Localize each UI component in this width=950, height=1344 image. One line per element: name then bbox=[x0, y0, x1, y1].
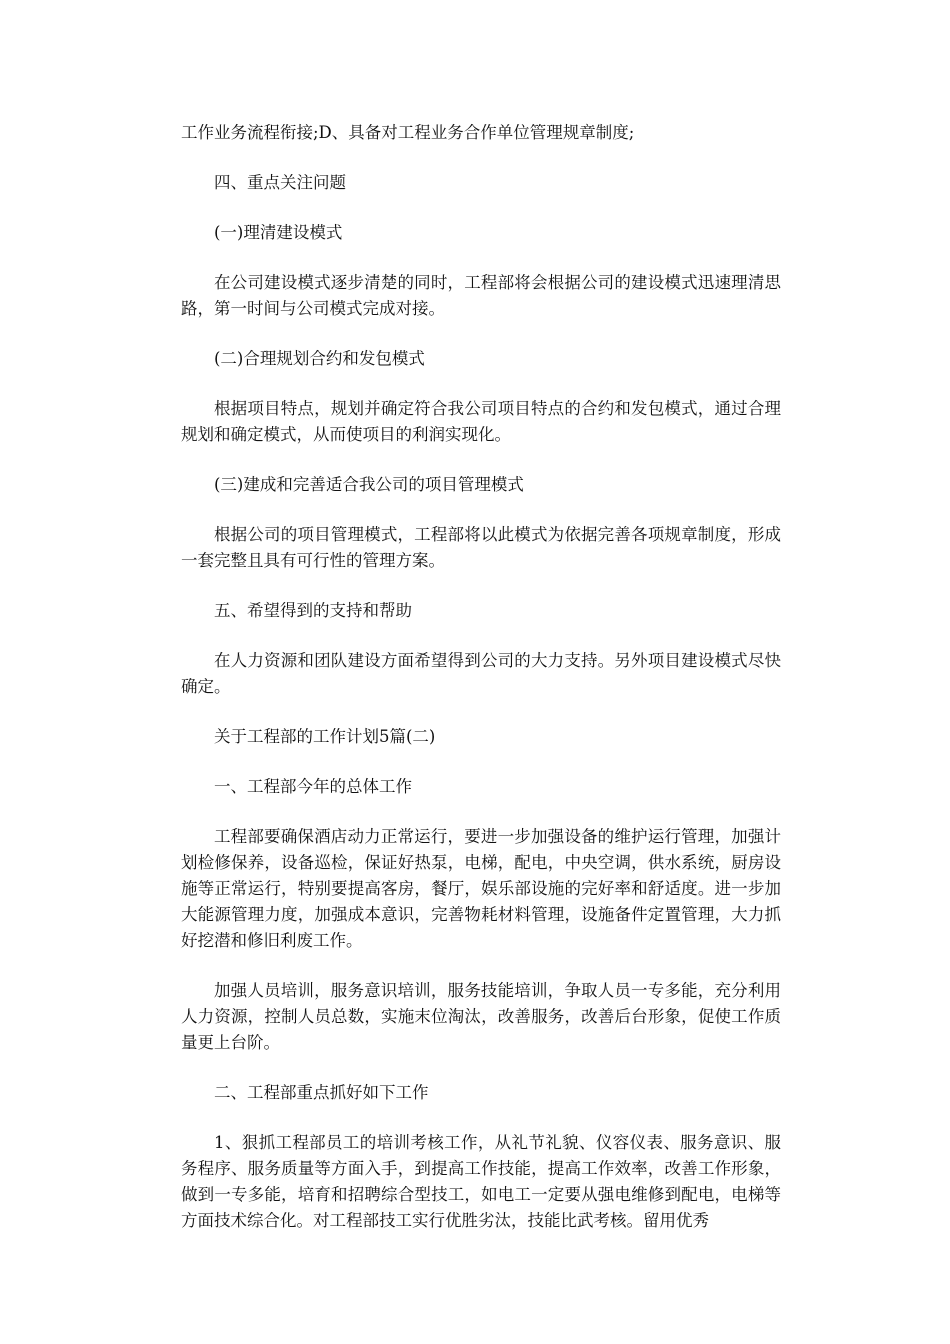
paragraph: 1、狠抓工程部员工的培训考核工作，从礼节礼貌、仪容仪表、服务意识、服务程序、服务质量等方面入手，到提高工作技能，提高工作效率，改善工作形象，做到一专多能，培育和招聘综合型技工，如电工一定要从强电维修到配电，电梯等方面技术综合化。对工程部技工实行优胜劣汰，技能比武考核。留用优秀 bbox=[181, 1133, 781, 1230]
subheading-2: (二)合理规划合约和发包模式 bbox=[214, 349, 425, 368]
paragraph: 加强人员培训，服务意识培训，服务技能培训，争取人员一专多能，充分利用人力资源，控制人员总数，实施末位淘汰，改善服务，改善后台形象，促使工作质量更上台阶。 bbox=[181, 981, 781, 1052]
paragraph-continuation: 工作业务流程衔接;D、具备对工程业务合作单位管理规章制度; bbox=[181, 123, 635, 142]
section-heading-1: 一、工程部今年的总体工作 bbox=[214, 777, 412, 796]
paragraph: 在人力资源和团队建设方面希望得到公司的大力支持。另外项目建设模式尽快确定。 bbox=[181, 651, 781, 696]
section-heading-5: 五、希望得到的支持和帮助 bbox=[214, 601, 412, 620]
paragraph: 在公司建设模式逐步清楚的同时，工程部将会根据公司的建设模式迅速理清思路，第一时间与公司模式完成对接。 bbox=[181, 273, 781, 318]
paragraph: 工程部要确保酒店动力正常运行，要进一步加强设备的维护运行管理，加强计划检修保养，设备巡检，保证好热泵，电梯，配电，中央空调，供水系统，厨房设施等正常运行，特别要提高客房，餐厅，娱乐部设施的完好率和舒适度。进一步加大能源管理力度，加强成本意识，完善物耗材料管理，设施备件定置管理，大力抓好挖潜和修旧利废工作。 bbox=[181, 827, 781, 950]
paragraph: 根据公司的项目管理模式，工程部将以此模式为依据完善各项规章制度，形成一套完整且具有可行性的管理方案。 bbox=[181, 525, 781, 570]
paragraph: 根据项目特点，规划并确定符合我公司项目特点的合约和发包模式，通过合理规划和确定模式，从而使项目的利润实现化。 bbox=[181, 399, 781, 444]
subheading-1: (一)理清建设模式 bbox=[214, 223, 343, 242]
section-heading-2: 二、工程部重点抓好如下工作 bbox=[214, 1083, 429, 1102]
subheading-3: (三)建成和完善适合我公司的项目管理模式 bbox=[214, 475, 524, 494]
section-heading-4: 四、重点关注问题 bbox=[214, 173, 346, 192]
document-body bbox=[181, 120, 781, 1258]
document-part-title: 关于工程部的工作计划5篇(二) bbox=[214, 727, 436, 746]
